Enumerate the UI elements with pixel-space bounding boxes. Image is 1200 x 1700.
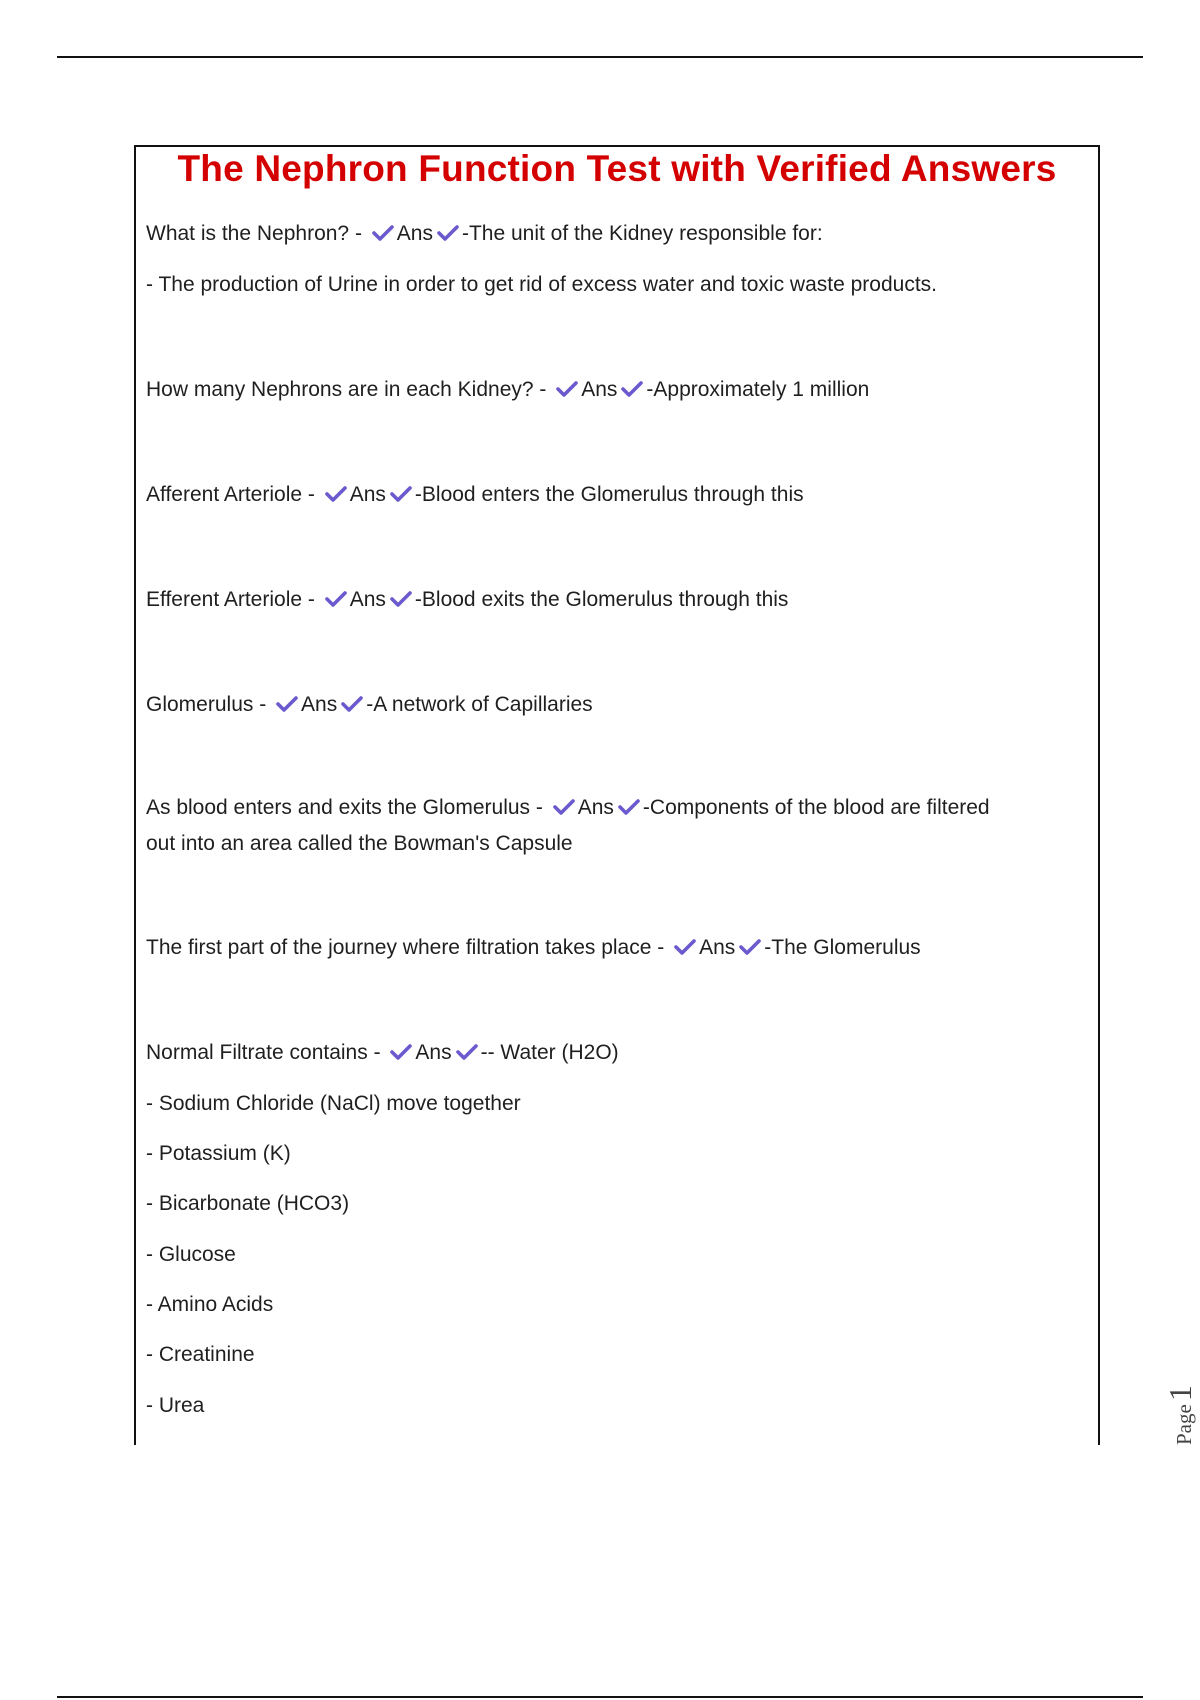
check-icon [341,695,363,713]
check-icon [674,938,696,956]
document-title: The Nephron Function Test with Verified Answers [177,148,1057,189]
answer-text: -A network of Capillaries [366,693,593,716]
qa-item-8 [146,1039,619,1067]
ans-label: Ans [349,483,386,506]
check-icon [325,590,347,608]
question-text: Normal Filtrate contains - [146,1041,381,1064]
qa-item-1 [146,220,823,248]
filtrate-item: - Potassium (K) [146,1142,291,1165]
answer-text: -The Glomerulus [764,936,921,959]
qa-item-5 [146,691,593,719]
ans-label: Ans [581,378,618,401]
footer-rule [57,1696,1143,1698]
check-icon [372,224,394,242]
ans-label: Ans [415,1041,452,1064]
question-text: How many Nephrons are in each Kidney? - [146,378,547,401]
page-label: Page [1172,1404,1196,1445]
answer-text: -- Water (H2O) [480,1041,619,1064]
question-text: Glomerulus - [146,693,267,716]
ans-label: Ans [349,588,386,611]
answer-text: -Approximately 1 million [646,378,870,401]
ans-label: Ans [577,796,614,819]
check-icon [276,695,298,713]
question-text: The first part of the journey where filtration takes place - [146,936,665,959]
qa-item-7 [146,934,921,962]
qa-item-2 [146,376,869,404]
qa-item-3 [146,481,804,509]
filtrate-item: - Amino Acids [146,1293,274,1316]
check-icon [621,380,643,398]
question-text: What is the Nephron? - [146,222,362,245]
answer-text: -The unit of the Kidney responsible for: [461,222,823,245]
header-rule [57,56,1143,58]
qa-item-6 [146,794,990,822]
question-text: As blood enters and exits the Glomerulus - [146,796,543,819]
filtrate-item: - Bicarbonate (HCO3) [146,1192,350,1215]
ans-label: Ans [699,936,736,959]
question-text: Efferent Arteriole - [146,588,315,611]
answer-text: -Blood exits the Glomerulus through this [414,588,789,611]
check-icon [390,485,412,503]
filtrate-item: - Urea [146,1394,205,1417]
ans-label: Ans [301,693,338,716]
answer-continuation: - The production of Urine in order to get rid of excess water and toxic waste products. [146,273,938,296]
page-number-value: 1 [1162,1385,1198,1402]
check-icon [556,380,578,398]
page-number [1162,1385,1199,1445]
ans-label: Ans [396,222,433,245]
answer-text: -Components of the blood are filtered [642,796,990,819]
check-icon [325,485,347,503]
check-icon [739,938,761,956]
check-icon [456,1043,478,1061]
question-text: Afferent Arteriole - [146,483,315,506]
check-icon [618,798,640,816]
qa-item-4 [146,586,788,614]
filtrate-item: - Glucose [146,1243,236,1266]
check-icon [437,224,459,242]
filtrate-item: - Sodium Chloride (NaCl) move together [146,1092,521,1115]
check-icon [553,798,575,816]
check-icon [390,590,412,608]
check-icon [390,1043,412,1061]
filtrate-item: - Creatinine [146,1343,255,1366]
answer-text: -Blood enters the Glomerulus through this [414,483,804,506]
answer-continuation: out into an area called the Bowman's Capsule [146,832,573,855]
